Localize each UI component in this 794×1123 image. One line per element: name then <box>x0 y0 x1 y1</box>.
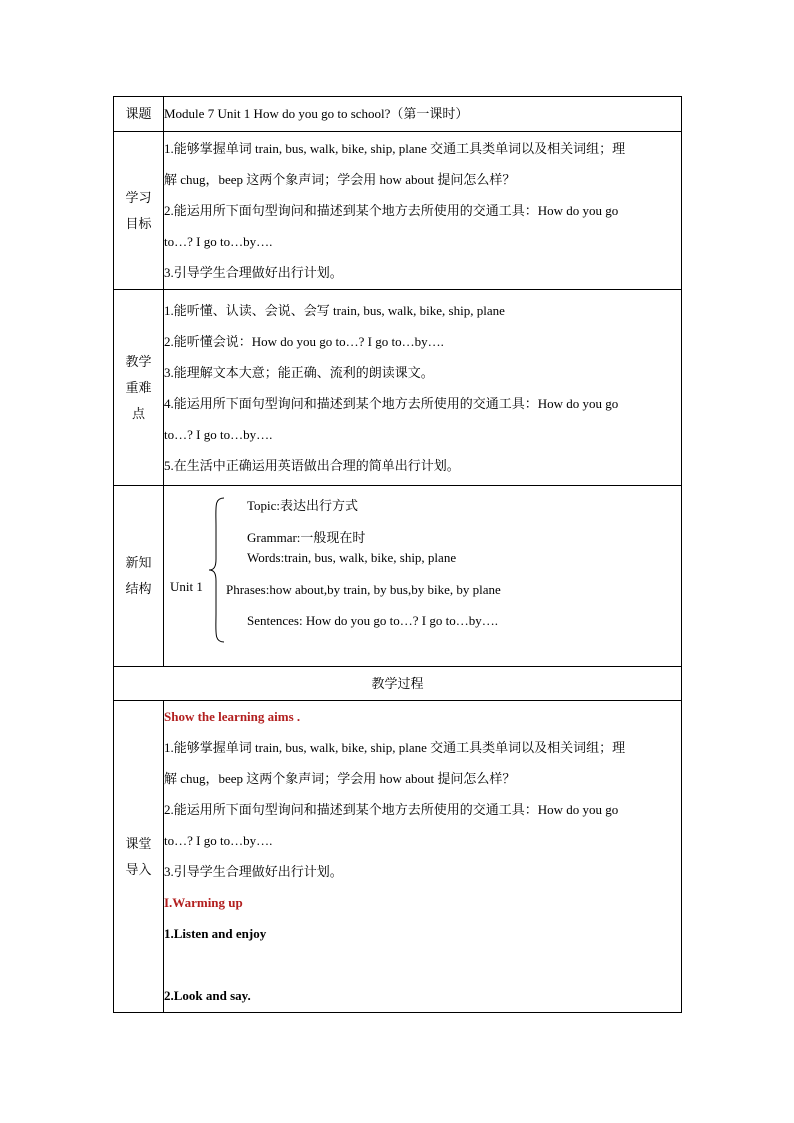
goals-line-3: 2.能运用所下面句型询问和描述到某个地方去所使用的交通工具：How do you go <box>164 203 619 218</box>
curly-brace-icon <box>208 497 228 643</box>
structure-label-line-2: 结构 <box>125 581 152 596</box>
step-listen: 1.Listen and enjoy <box>164 926 267 941</box>
intro-label-line-2: 导入 <box>125 861 152 877</box>
key-line-4: 4.能运用所下面句型询问和描述到某个地方去所使用的交通工具：How do you go <box>164 395 619 411</box>
warming-heading: I.Warming up <box>164 895 243 910</box>
intro-line-5: 3.引导学生合理做好出行计划。 <box>164 864 343 879</box>
structure-sentences: Sentences: How do you go to…? I go to…by…. <box>247 613 498 628</box>
key-label-line-1: 教学 <box>125 353 152 369</box>
intro-line-4: to…? I go to…by…. <box>164 833 273 848</box>
key-line-2: 2.能听懂会说：How do you go to…? I go to…by…. <box>164 333 444 349</box>
lesson-plan-table <box>113 96 682 1013</box>
structure-label-line-1: 新知 <box>125 555 152 570</box>
structure-topic: Topic:表达出行方式 <box>247 498 359 513</box>
intro-label <box>114 701 164 1013</box>
goals-line-2: 解 chug，beep 这两个象声词；学会用 how about 提问怎么样？ <box>164 172 516 187</box>
intro-line-2: 解 chug，beep 这两个象声词；学会用 how about 提问怎么样？ <box>164 771 516 786</box>
key-points-label <box>114 290 164 486</box>
blank-line <box>164 949 681 980</box>
intro-row <box>114 701 682 1013</box>
step-look: 2.Look and say. <box>164 988 251 1003</box>
process-header: 教学过程 <box>114 667 682 701</box>
structure-diagram <box>164 487 681 665</box>
structure-content <box>164 486 682 667</box>
topic-label-text: 课题 <box>125 106 152 121</box>
goals-label-line-1: 学习 <box>125 189 152 205</box>
intro-line-3: 2.能运用所下面句型询问和描述到某个地方去所使用的交通工具：How do you go <box>164 802 619 817</box>
structure-unit: Unit 1 <box>170 579 203 594</box>
key-label-line-2: 重难 <box>125 379 152 395</box>
intro-line-1: 1.能够掌握单词 train, bus, walk, bike, ship, plane 交通工具类单词以及相关词组；理 <box>164 740 626 755</box>
aims-heading: Show the learning aims . <box>164 709 301 724</box>
topic-content <box>164 97 682 132</box>
structure-row <box>114 486 682 667</box>
goals-content <box>164 132 682 290</box>
structure-words: Words:train, bus, walk, bike, ship, plane <box>247 550 457 565</box>
structure-phrases: Phrases:how about,by train, by bus,by bike, by plane <box>226 582 501 597</box>
goals-line-5: 3.引导学生合理做好出行计划。 <box>164 265 343 280</box>
key-points-row <box>114 290 682 486</box>
key-line-5: to…? I go to…by…. <box>164 426 273 442</box>
goals-row <box>114 132 682 290</box>
key-line-1: 1.能听懂、认读、会说、会写 train, bus, walk, bike, ship, plane <box>164 302 505 318</box>
key-line-6: 5.在生活中正确运用英语做出合理的简单出行计划。 <box>164 457 460 473</box>
key-points-content <box>164 290 682 486</box>
goals-line-1: 1.能够掌握单词 train, bus, walk, bike, ship, plane 交通工具类单词以及相关词组；理 <box>164 141 626 156</box>
topic-label <box>114 97 164 132</box>
goals-line-4: to…? I go to…by…. <box>164 234 273 249</box>
lesson-title: Module 7 Unit 1 How do you go to school?（第一课时） <box>164 106 469 121</box>
intro-content <box>164 701 682 1013</box>
intro-label-line-1: 课堂 <box>125 835 152 851</box>
goals-label <box>114 132 164 290</box>
structure-grammar: Grammar:一般现在时 <box>247 530 366 545</box>
key-line-3: 3.能理解文本大意；能正确、流利的朗读课文。 <box>164 364 434 380</box>
process-header-row <box>114 667 682 701</box>
key-label-line-3: 点 <box>131 405 145 421</box>
topic-row <box>114 97 682 132</box>
goals-label-line-2: 目标 <box>125 215 152 231</box>
structure-label <box>114 486 164 667</box>
